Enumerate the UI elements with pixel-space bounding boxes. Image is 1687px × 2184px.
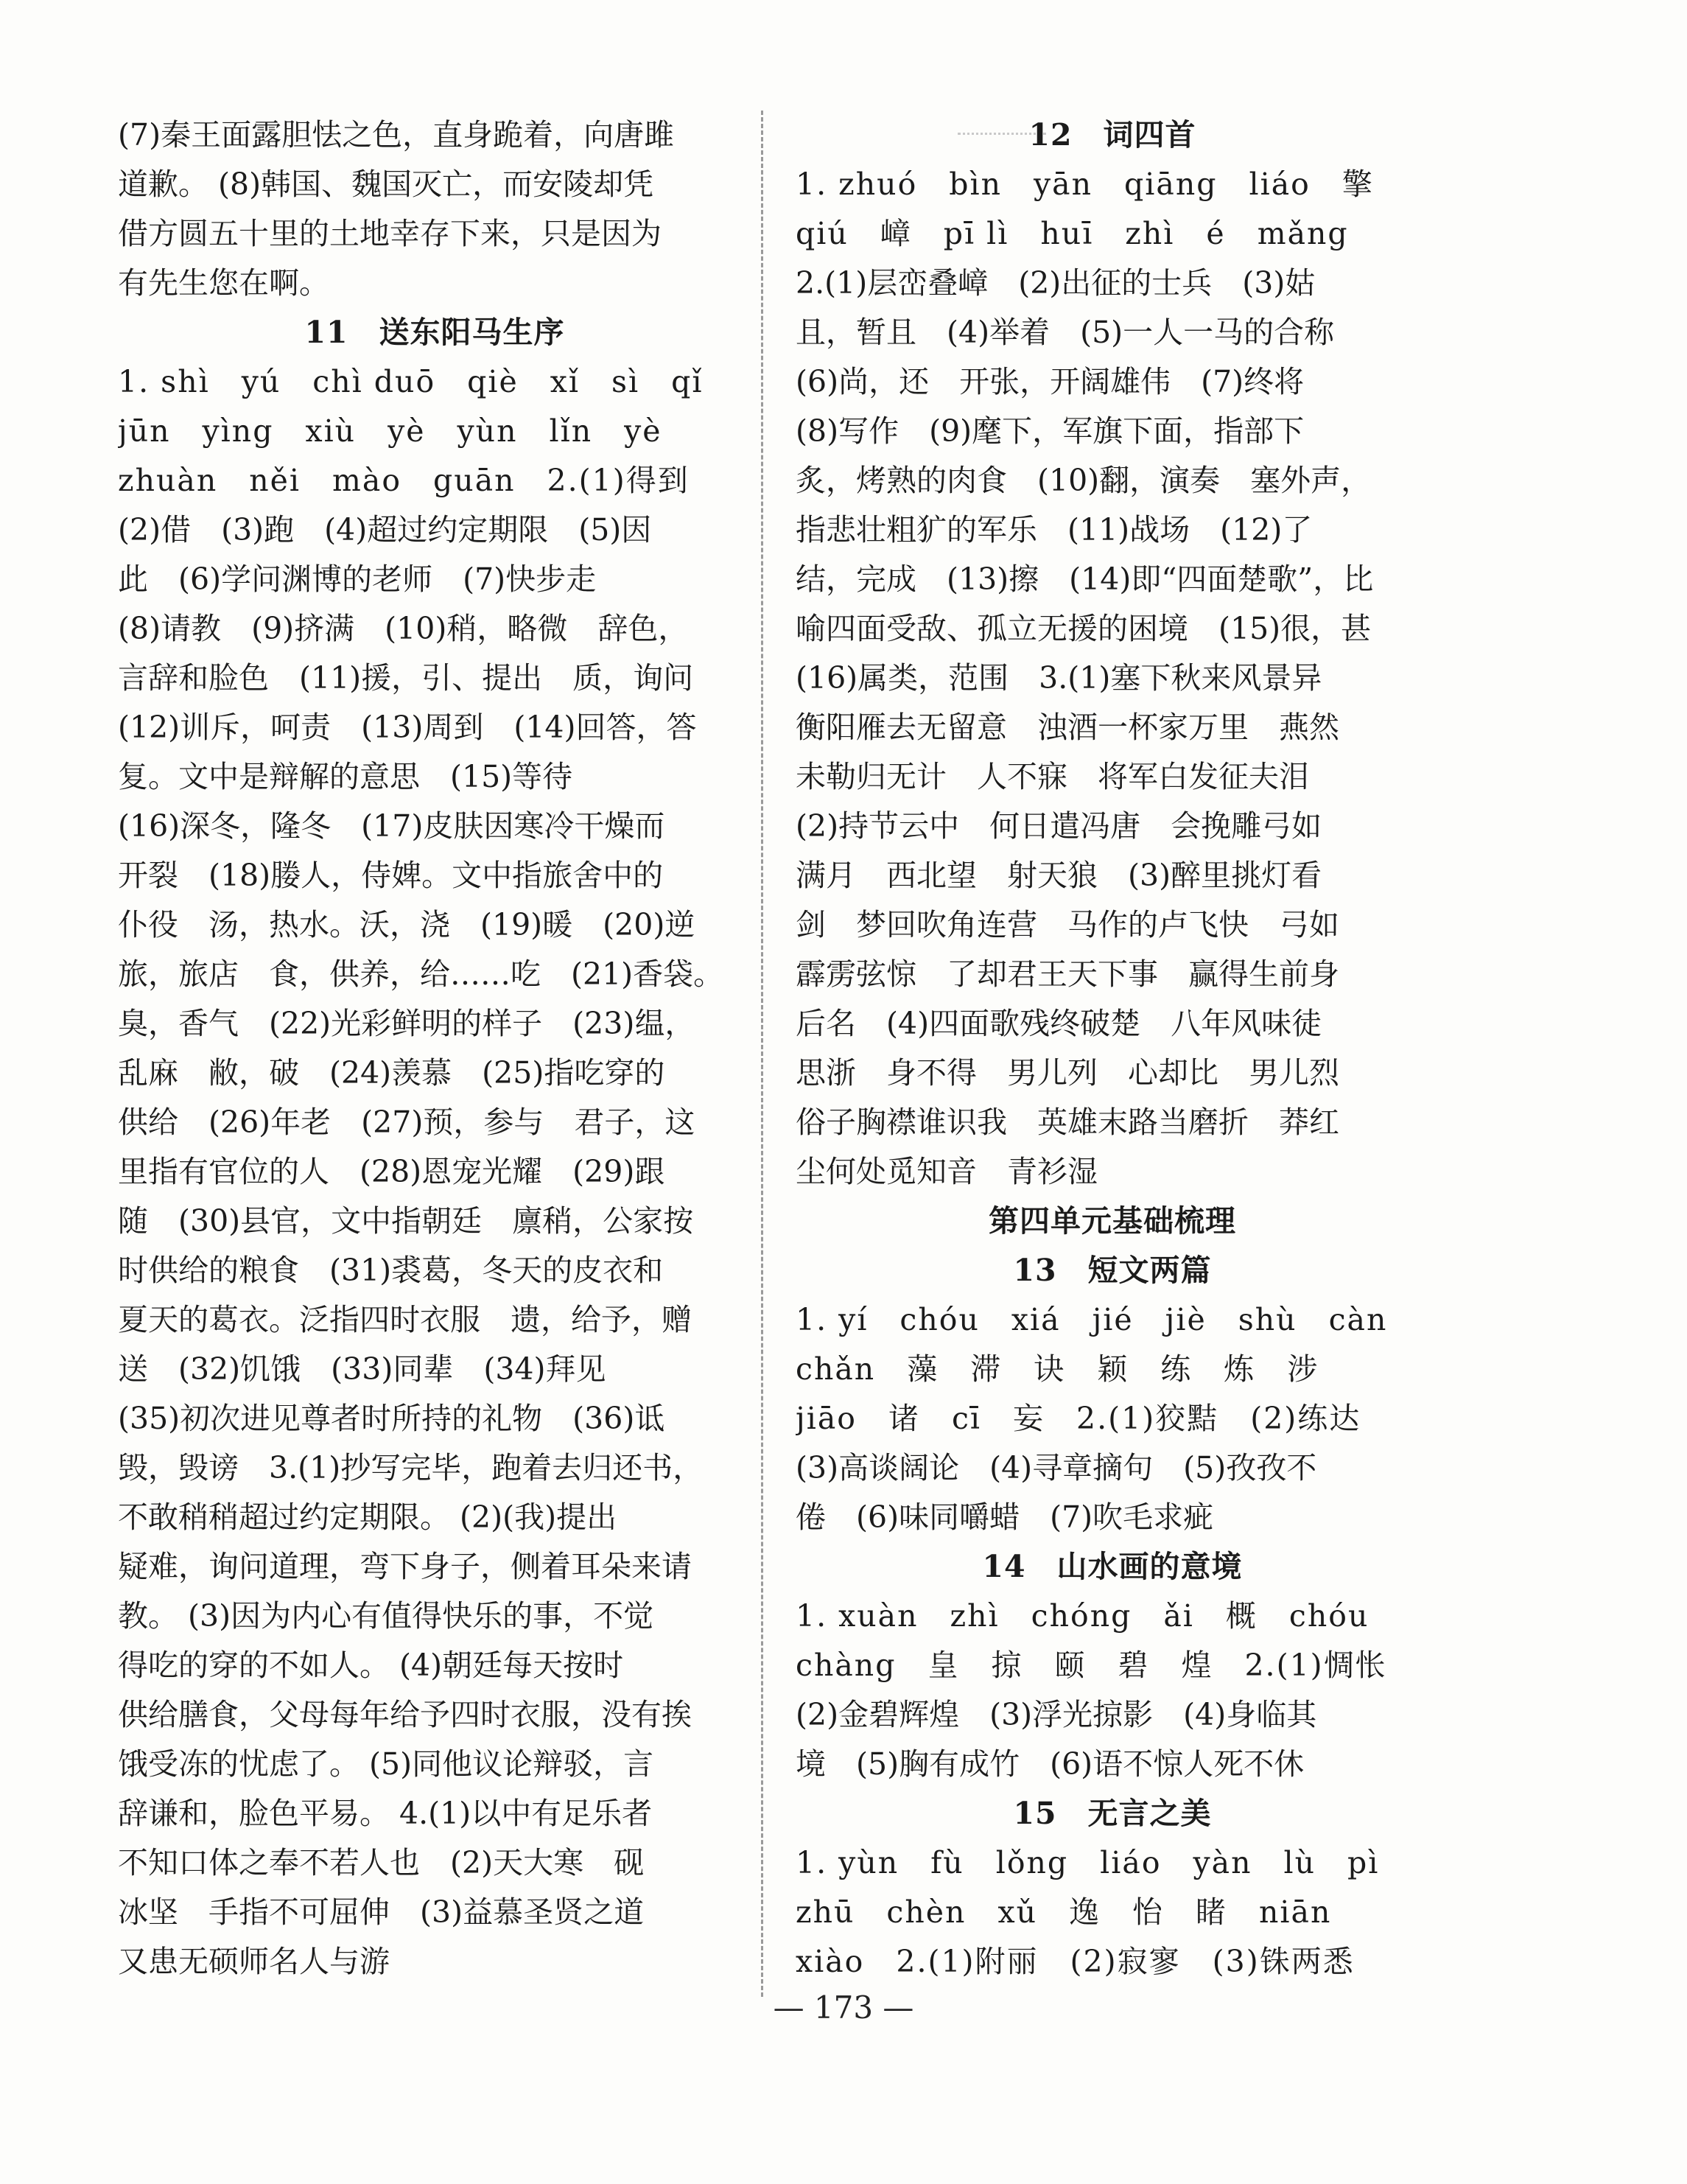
text-line: 随 (30)县官，文中指朝廷 廪稍，公家按 <box>118 1203 694 1239</box>
text-line: 结，完成 (13)擦 (14)即“四面楚歌”，比 <box>796 561 1374 597</box>
text-line: chàng 皇 掠 颐 碧 煌 2.(1)惆怅 <box>796 1648 1387 1683</box>
text-line: 1. xuàn zhì chóng ǎi 概 chóu <box>796 1598 1369 1634</box>
left-column <box>118 111 751 1987</box>
text-line: xiào 2.(1)附丽 (2)寂寥 (3)铢两悉 <box>796 1944 1355 1979</box>
text-line: 1. yùn fù lǒng liáo yàn lù pì <box>796 1845 1380 1880</box>
text-line: 有先生您在啊。 <box>118 265 329 301</box>
text-line: 此 (6)学问渊博的老师 (7)快步走 <box>118 561 597 597</box>
text-line: 送 (32)饥饿 (33)同辈 (34)拜见 <box>118 1351 606 1387</box>
text-line: (8)请教 (9)挤满 (10)稍，略微 辞色， <box>118 611 689 646</box>
text-line: 复。文中是辩解的意思 (15)等待 <box>118 759 573 794</box>
text-line: qiú 嶂 pī lì huī zhì é mǎng <box>796 216 1349 251</box>
section-heading: 第四单元基础梳理 <box>989 1203 1236 1239</box>
text-line: 倦 (6)味同嚼蜡 (7)吹毛求疵 <box>796 1499 1214 1535</box>
text-line: chǎn 藻 滞 诀 颖 练 炼 涉 <box>796 1351 1319 1387</box>
text-line: 饿受冻的忧虑了。 (5)同他议论辩驳，言 <box>118 1746 654 1782</box>
text-line: 不知口体之奉不若人也 (2)天大寒 砚 <box>118 1845 645 1880</box>
text-line: 夏天的葛衣。泛指四时衣服 遗，给予，赠 <box>118 1302 692 1337</box>
text-line: zhuàn něi mào guān 2.(1)得到 <box>118 463 690 498</box>
text-line: 道歉。 (8)韩国、魏国灭亡，而安陵却凭 <box>118 167 654 202</box>
text-line: (3)高谈阔论 (4)寻章摘句 (5)孜孜不 <box>796 1450 1317 1485</box>
text-line: 辞谦和，脸色平易。 4.(1)以中有足乐者 <box>118 1796 653 1831</box>
text-line: 供给膳食，父母每年给予四时衣服，没有挨 <box>118 1697 692 1732</box>
text-line: 1. zhuó bìn yān qiāng liáo 擎 <box>796 167 1374 202</box>
section-heading: 13 短文两篇 <box>1013 1253 1212 1288</box>
text-line: 里指有官位的人 (28)恩宠光耀 (29)跟 <box>118 1154 665 1189</box>
text-line: 满月 西北望 射天狼 (3)醉里挑灯看 <box>796 858 1322 893</box>
text-line: 思浙 身不得 男儿列 心却比 男儿烈 <box>796 1055 1339 1091</box>
text-line: 喻四面受敌、孤立无援的困境 (15)很，甚 <box>796 611 1372 646</box>
text-line: 未勒归无计 人不寐 将军白发征夫泪 <box>796 759 1309 794</box>
text-line: 2.(1)层峦叠嶂 (2)出征的士兵 (3)姑 <box>796 265 1316 301</box>
text-line: 仆役 汤，热水。沃，浇 (19)暖 (20)逆 <box>118 907 695 942</box>
text-line: jiāo 诸 cī 妄 2.(1)狡黠 (2)练达 <box>796 1401 1361 1436</box>
section-heading: 11 送东阳马生序 <box>304 315 565 350</box>
text-line: 疑难，询问道理，弯下身子，侧着耳朵来请 <box>118 1549 692 1584</box>
text-line: 1. shì yú chì duō qiè xǐ sì qǐ <box>118 364 704 399</box>
text-line: 剑 梦回吹角连营 马作的卢飞快 弓如 <box>796 907 1339 942</box>
text-line: 境 (5)胸有成竹 (6)语不惊人死不休 <box>796 1746 1305 1782</box>
text-line: (2)金碧辉煌 (3)浮光掠影 (4)身临其 <box>796 1697 1317 1732</box>
section-heading: 12 词四首 <box>1028 117 1196 153</box>
text-line: 且，暂且 (4)举着 (5)一人一马的合称 <box>796 315 1335 350</box>
text-line: 臭，香气 (22)光彩鲜明的样子 (23)缊， <box>118 1006 695 1041</box>
text-line: 开裂 (18)媵人，侍婢。文中指旅舍中的 <box>118 858 664 893</box>
text-line: (6)尚，还 开张，开阔雄伟 (7)终将 <box>796 364 1305 399</box>
text-line: (2)借 (3)跑 (4)超过约定期限 (5)因 <box>118 512 652 547</box>
text-line: 言辞和脸色 (11)援，引、提出 质，询问 <box>118 660 694 696</box>
text-line: (35)初次进见尊者时所持的礼物 (36)诋 <box>118 1401 665 1436</box>
text-line: 教。 (3)因为内心有值得快乐的事，不觉 <box>118 1598 654 1634</box>
text-line: 得吃的穿的不如人。 (4)朝廷每天按时 <box>118 1648 624 1683</box>
text-line: zhū chèn xǔ 逸 怡 睹 niān <box>796 1894 1332 1930</box>
text-line: jūn yìng xiù yè yùn lǐn yè <box>118 413 662 449</box>
text-line: 毁，毁谤 3.(1)抄写完毕，跑着去归还书， <box>118 1450 704 1485</box>
text-line: 尘何处觅知音 青衫湿 <box>796 1154 1098 1189</box>
text-line: (7)秦王面露胆怯之色，直身跪着，向唐雎 <box>118 117 675 153</box>
text-line: 霹雳弦惊 了却君王天下事 赢得生前身 <box>796 956 1339 992</box>
text-line: 冰坚 手指不可屈伸 (3)益慕圣贤之道 <box>118 1894 645 1930</box>
text-line: 时供给的粮食 (31)裘葛，冬天的皮衣和 <box>118 1253 664 1288</box>
section-heading: 15 无言之美 <box>1013 1796 1212 1831</box>
text-line: 衡阳雁去无留意 浊酒一杯家万里 燕然 <box>796 710 1339 745</box>
text-line: (8)写作 (9)麾下，军旗下面，指部下 <box>796 413 1305 449</box>
text-line: 炙，烤熟的肉食 (10)翻，演奏 塞外声， <box>796 463 1372 498</box>
page-number: — 173 — <box>773 1989 914 2026</box>
text-line: 又患无硕师名人与游 <box>118 1944 390 1979</box>
text-line: (16)属类，范围 3.(1)塞下秋来风景异 <box>796 660 1322 696</box>
text-line: (2)持节云中 何日遣冯唐 会挽雕弓如 <box>796 808 1322 844</box>
column-divider <box>761 111 763 1997</box>
section-heading: 14 山水画的意境 <box>982 1549 1243 1584</box>
text-line: 不敢稍稍超过约定期限。 (2)(我)提出 <box>118 1499 617 1535</box>
text-line: 1. yí chóu xiá jié jiè shù càn <box>796 1302 1388 1337</box>
text-line: 后名 (4)四面歌残终破楚 八年风味徒 <box>796 1006 1322 1041</box>
right-column <box>796 111 1429 1987</box>
text-line: 供给 (26)年老 (27)预，参与 君子，这 <box>118 1105 695 1140</box>
text-line: 乱麻 敝，破 (24)羡慕 (25)指吃穿的 <box>118 1055 665 1091</box>
text-line: 指悲壮粗犷的军乐 (11)战场 (12)了 <box>796 512 1313 547</box>
text-line: 俗子胸襟谁识我 英雄末路当磨折 莽红 <box>796 1105 1339 1140</box>
text-line: 旅，旅店 食，供养，给……吃 (21)香袋。 <box>118 956 724 992</box>
text-line: (16)深冬，隆冬 (17)皮肤因寒冷干燥而 <box>118 808 665 844</box>
text-line: 借方圆五十里的土地幸存下来，只是因为 <box>118 216 662 251</box>
text-line: (12)训斥，呵责 (13)周到 (14)回答，答 <box>118 710 697 745</box>
